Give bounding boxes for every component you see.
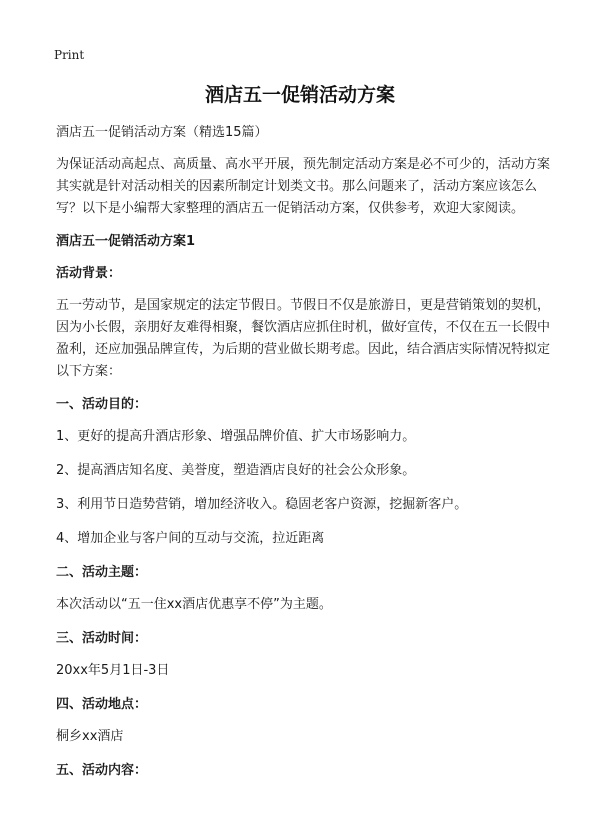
location-text: 桐乡xx酒店: [56, 729, 124, 744]
goal-item: 3、利用节日造势营销，增加经济收入。稳固老客户资源，挖掘新客户。: [56, 497, 468, 512]
article-body: [56, 122, 552, 792]
section-title: 酒店五一促销活动方案1: [56, 234, 196, 249]
page-title: 酒店五一促销活动方案: [204, 84, 395, 106]
location-heading: 四、活动地点：: [56, 697, 148, 712]
theme-text: 本次活动以“五一住xx酒店优惠享不停”为主题。: [56, 597, 332, 612]
article-subtitle: 酒店五一促销活动方案（精选15篇）: [56, 125, 268, 140]
goal-item: 4、增加企业与客户间的互动与交流，拉近距离: [56, 531, 325, 546]
goal-item: 2、提高酒店知名度、美誉度，塑造酒店良好的社会公众形象。: [56, 463, 416, 478]
intro-paragraph: 为保证活动高起点、高质量、高水平开展，预先制定活动方案是必不可少的，活动方案其实就是针对活动相关的因素所制定计划类文书。那么问题来了，活动方案应该怎么写？以下是小编帮大家整理的酒店五一促销活动方案，仅供参考，欢迎大家阅读。: [56, 157, 551, 216]
theme-heading: 二、活动主题：: [56, 565, 148, 580]
background-heading: 活动背景：: [56, 266, 122, 281]
print-link[interactable]: Print: [54, 48, 85, 62]
content-heading: 五、活动内容：: [56, 763, 148, 778]
goal-item: 1、更好的提高升酒店形象、增强品牌价值、扩大市场影响力。: [56, 429, 416, 444]
time-heading: 三、活动时间：: [56, 631, 148, 646]
background-paragraph: 五一劳动节，是国家规定的法定节假日。节假日不仅是旅游日，更是营销策划的契机，因为小长假，亲朋好友难得相聚，餐饮酒店应抓住时机，做好宣传，不仅在五一长假中盈利，还应加强品牌宣传，为后期的营业做长期考虑。因此，结合酒店实际情况特拟定以下方案：: [56, 298, 551, 379]
time-text: 20xx年5月1日-3日: [56, 663, 170, 678]
goals-heading: 一、活动目的：: [56, 397, 148, 412]
